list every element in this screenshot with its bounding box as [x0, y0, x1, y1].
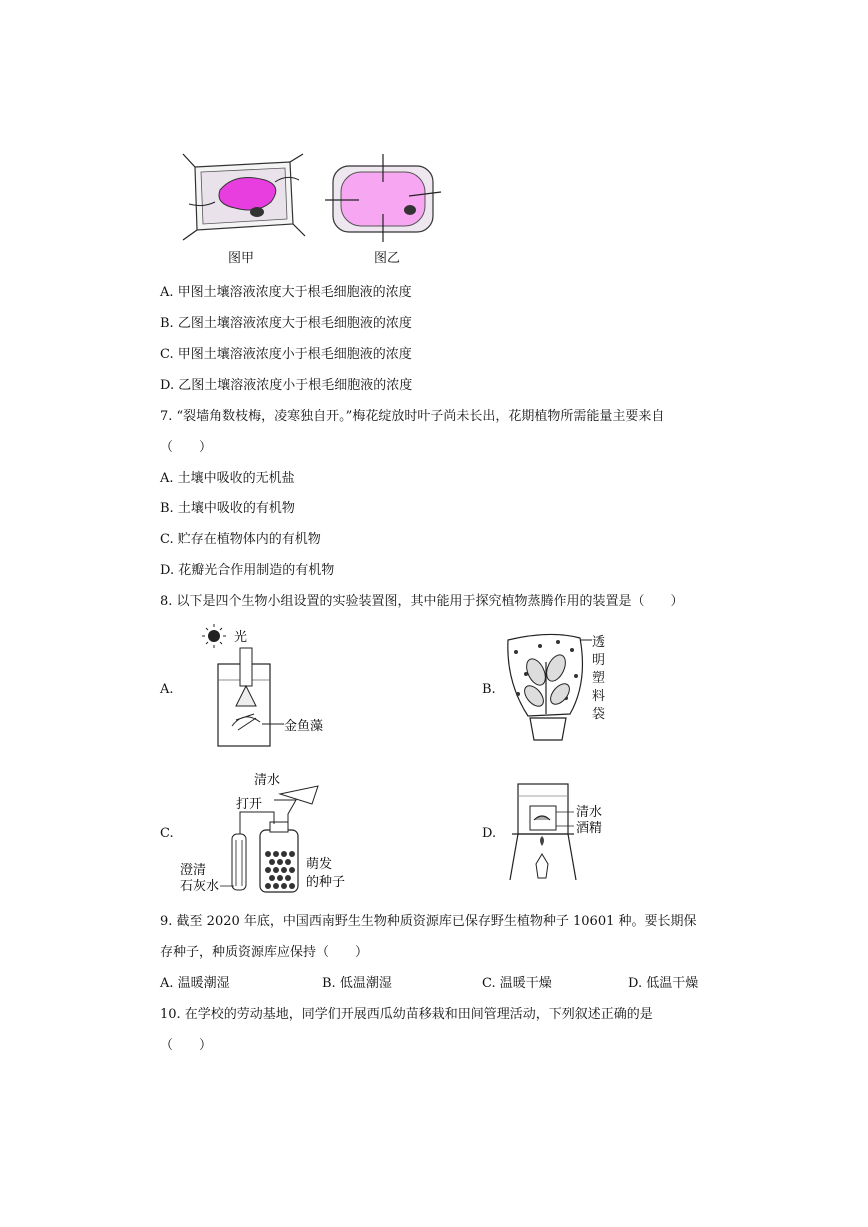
sun-icon [202, 624, 226, 648]
caption-jia: 图甲 [228, 251, 255, 266]
q9-stem-1: 9. 截至 2020 年底，中国西南野生生物种质资源库已保存野生植物种子 10601 种。要长期保 [160, 914, 697, 929]
apparatus-d [508, 776, 638, 884]
label-alcohol: 酒精 [576, 821, 603, 836]
label-lime-2: 石灰水 [180, 879, 220, 894]
caption-yi: 图乙 [374, 251, 401, 266]
q6-option-b: B. 乙图土壤溶液浓度大于根毛细胞液的浓度 [160, 316, 412, 331]
q6-option-a: A. 甲图土壤溶液浓度大于根毛细胞液的浓度 [160, 285, 412, 300]
label-open: 打开 [236, 797, 263, 812]
q7-option-c: C. 贮存在植物体内的有机物 [160, 532, 321, 547]
q8-stem: 8. 以下是四个生物小组设置的实验装置图，其中能用于探究植物蒸腾作用的装置是（ ） [160, 594, 684, 609]
q6-option-d: D. 乙图土壤溶液浓度小于根毛细胞液的浓度 [160, 378, 413, 393]
q7-paren: （ ） [160, 440, 213, 455]
q9-option-c: C. 温暖干燥 [482, 976, 552, 991]
label-plant: 金鱼藻 [284, 719, 324, 734]
q7-option-a: A. 土壤中吸收的无机盐 [160, 471, 295, 486]
q7-stem: 7. “裂墙角数枝梅，凌寒独自开。”梅花绽放时叶子尚未长出，花期植物所需能量主要来自 [160, 409, 665, 424]
label-water-d: 清水 [576, 805, 603, 820]
q7-option-d: D. 花瓣光合作用制造的有机物 [160, 563, 335, 578]
label-water-c: 清水 [254, 773, 281, 788]
bag-label: 透 明 塑 料 袋 [592, 635, 606, 722]
q8-option-d-letter: D. [482, 826, 497, 841]
cell-yi [325, 154, 441, 242]
apparatus-c [176, 770, 366, 896]
label-lime-1: 澄清 [180, 863, 207, 878]
cell-jia [183, 154, 305, 240]
q8-option-c-letter: C. [160, 826, 174, 841]
label-light: 光 [234, 630, 248, 645]
q9-option-a: A. 温暖潮湿 [160, 976, 230, 991]
cell-figure [175, 152, 455, 247]
label-seed-1: 萌发 [306, 857, 333, 872]
q6-option-c: C. 甲图土壤溶液浓度小于根毛细胞液的浓度 [160, 347, 412, 362]
q9-stem-2: 存种子，种质资源库应保持（ ） [160, 945, 369, 960]
q10-stem: 10. 在学校的劳动基地，同学们开展西瓜幼苗移栽和田间管理活动，下列叙述正确的是 [160, 1007, 653, 1022]
q9-option-d: D. 低温干燥 [628, 976, 699, 991]
label-seed-2: 的种子 [306, 875, 346, 890]
q8-option-b-letter: B. [482, 682, 496, 697]
q9-option-b: B. 低温潮湿 [322, 976, 392, 991]
q7-option-b: B. 土壤中吸收的有机物 [160, 501, 295, 516]
apparatus-a [196, 622, 336, 752]
q8-option-a-letter: A. [160, 682, 174, 697]
q10-paren: （ ） [160, 1038, 213, 1053]
